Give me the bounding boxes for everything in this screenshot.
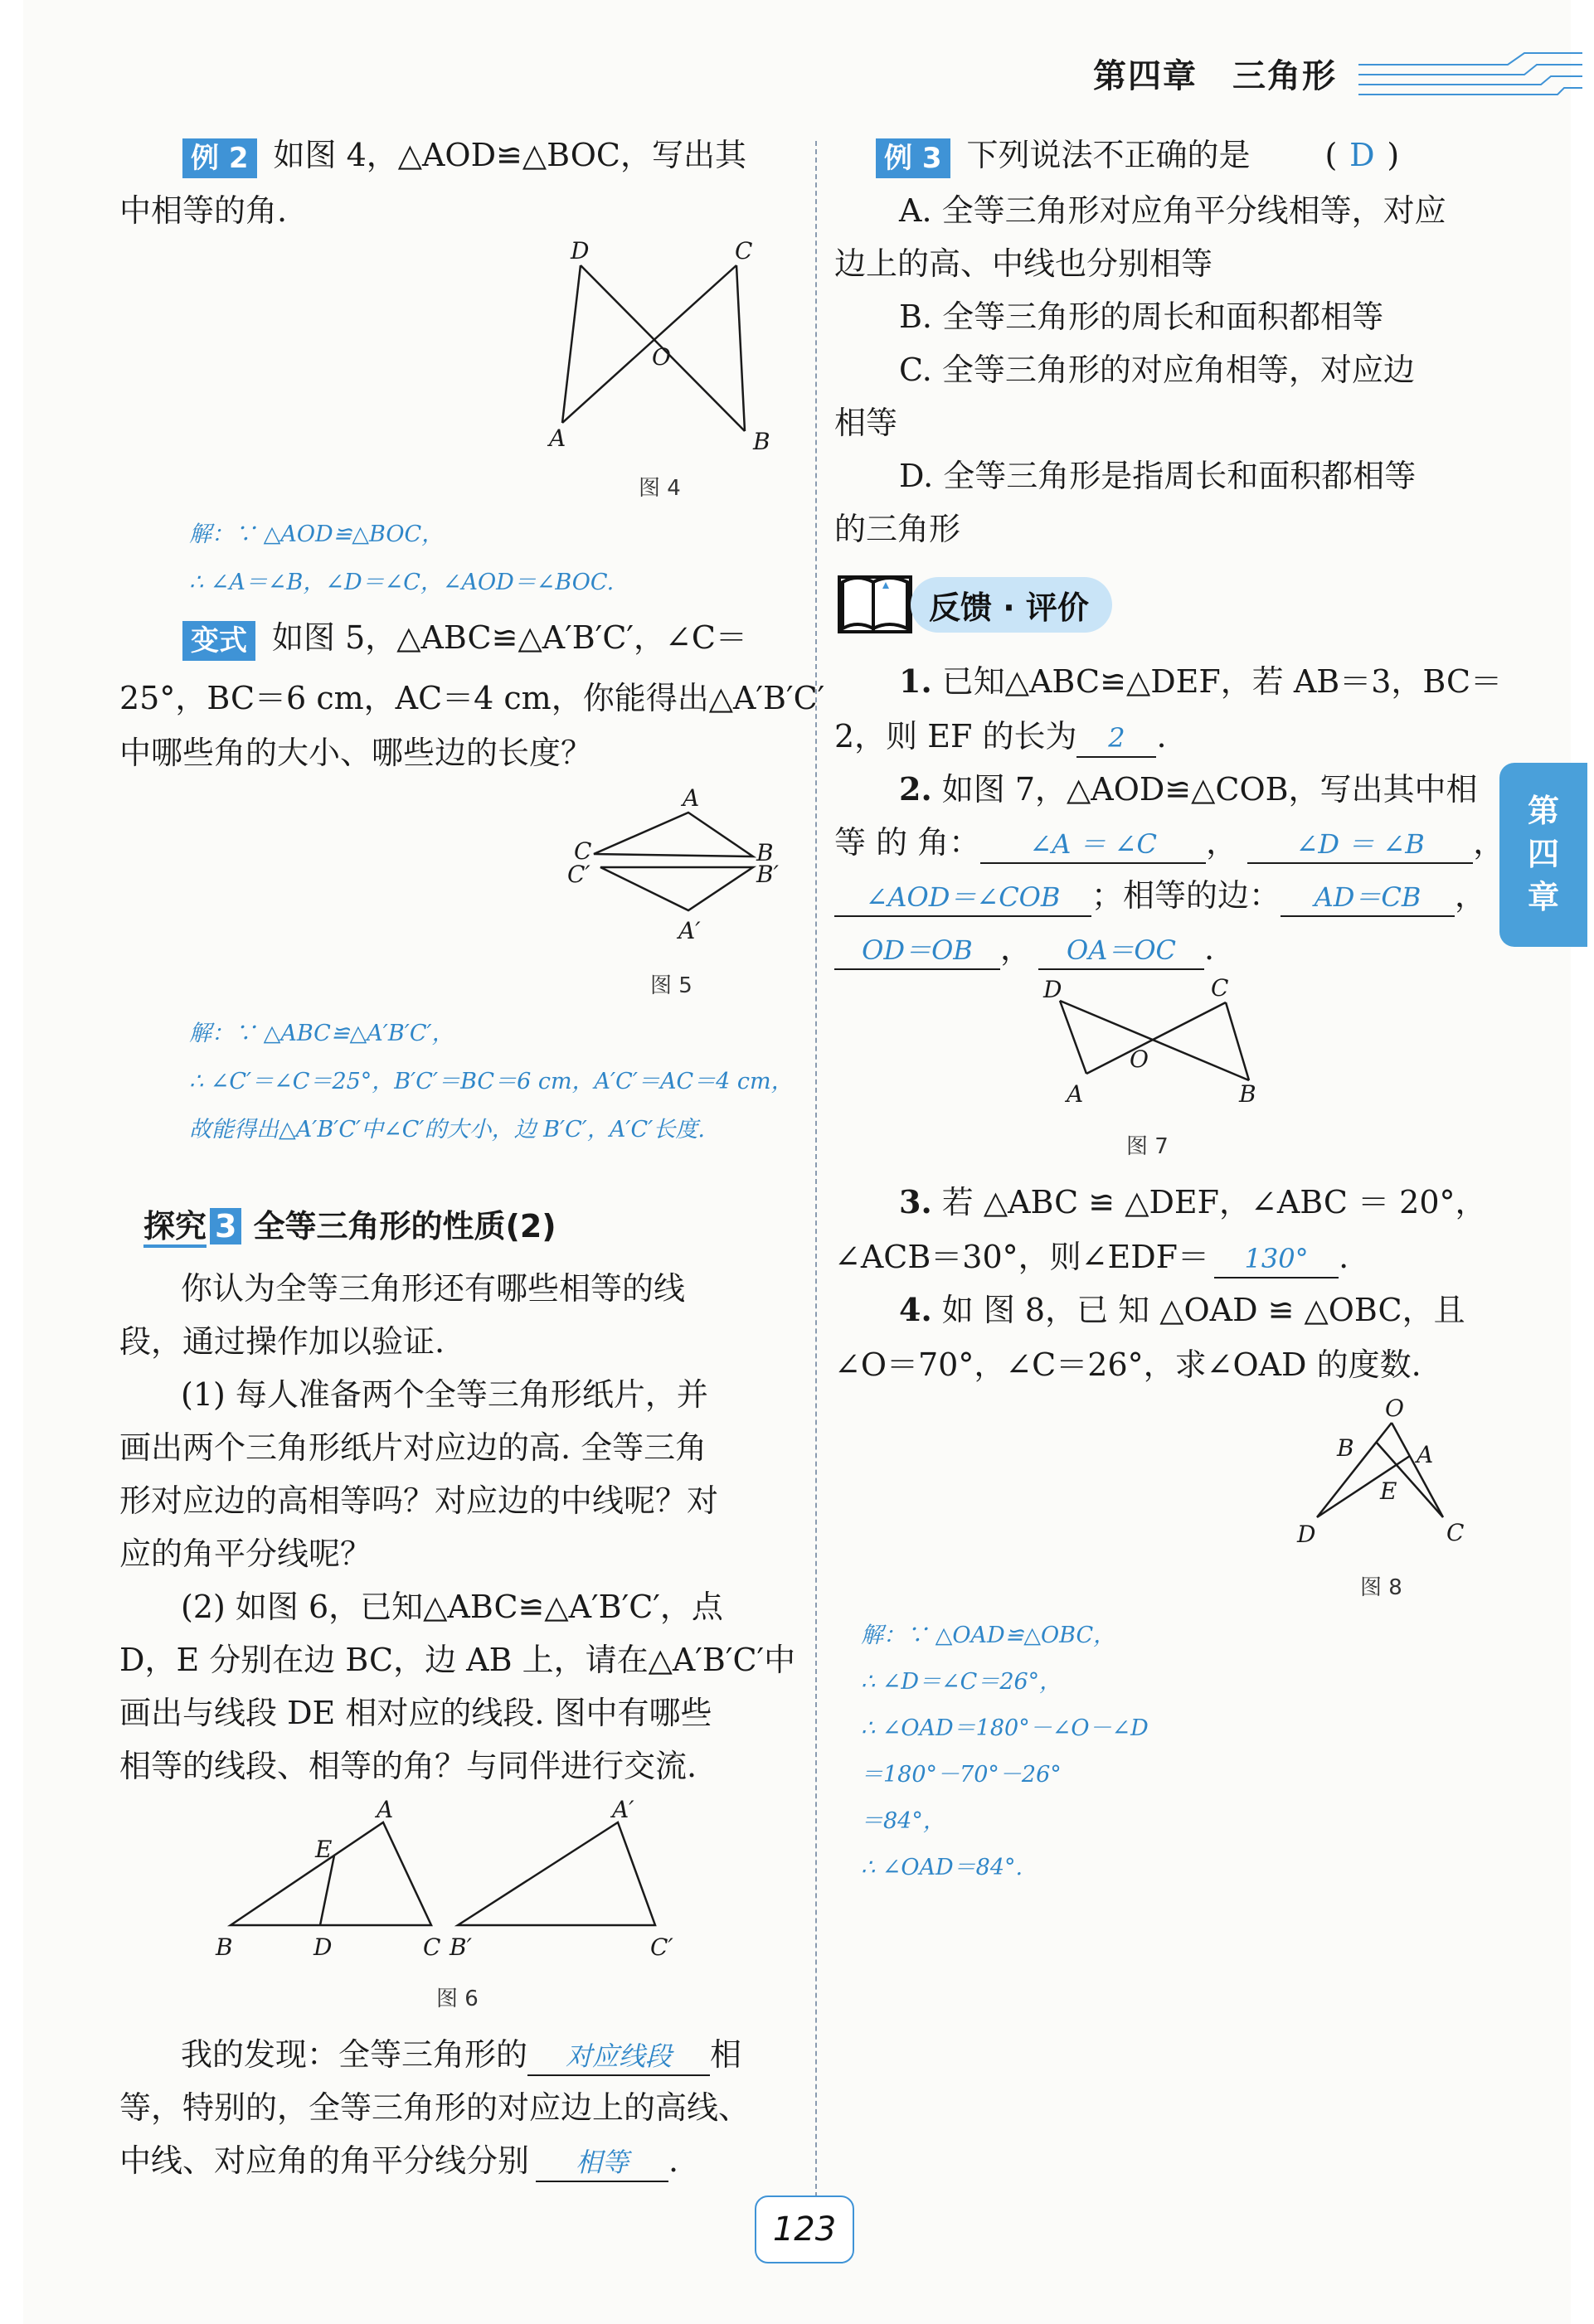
discovery-text-d: 中线、对应角的角平分线分别	[119, 2142, 530, 2179]
q2-answer-1: ∠A ＝ ∠C	[980, 826, 1206, 864]
figure-8	[1292, 1393, 1491, 1550]
fig5-caption: 图 5	[650, 973, 693, 998]
option-D-line2: 的三角形	[834, 511, 961, 547]
q2-sep3: ，	[1455, 877, 1487, 914]
textbook-page	[23, 0, 1571, 2324]
explore-p2-line2: 画出两个三角形纸片对应边的高. 全等三角	[119, 1429, 707, 1466]
fig7-label-B: B	[1239, 1080, 1256, 1108]
fig8-label-B: B	[1337, 1434, 1354, 1462]
fig4-line-CA	[562, 265, 736, 423]
q3-text-a: 若 △ABC ≌ △DEF，∠ABC ＝ 20°，	[941, 1184, 1487, 1220]
q3-answer: 130°	[1214, 1240, 1339, 1278]
q4-solution-2: ∴ ∠D＝∠C＝26°，	[861, 1669, 1062, 1695]
explore-p1-line2: 段，通过操作加以验证.	[119, 1323, 445, 1360]
q2-answer-3: ∠AOD＝∠COB	[834, 879, 1091, 917]
column-divider	[815, 141, 817, 2197]
fig7-line-DB	[1060, 1001, 1249, 1080]
fig4-label-C: C	[735, 237, 753, 264]
option-A-line1: A. 全等三角形对应角平分线相等，对应	[899, 192, 1446, 229]
option-C-line1: C. 全等三角形的对应角相等，对应边	[899, 352, 1415, 388]
q2-answer-6: OA＝OC	[1038, 932, 1204, 970]
q2-answer-4: AD＝CB	[1281, 879, 1455, 917]
example3-paren-left: (	[1324, 137, 1338, 173]
example2-solution-1: 解：∵ △AOD≌△BOC，	[189, 522, 445, 547]
fig6-triangle-ApBpCp	[458, 1822, 655, 1925]
fig4-label-D: D	[571, 237, 590, 264]
discovery-line2: 等，特别的，全等三角形的对应边上的高线、	[119, 2089, 751, 2126]
q2-text-a: 如图 7，△AOD≌△COB，写出其中相	[941, 771, 1478, 808]
explore-p3-line2: D，E 分别在边 BC，边 AB 上，请在△A′B′C′中	[119, 1642, 796, 1678]
discovery-text-e: .	[668, 2142, 679, 2179]
explore-p1-line1: 你认为全等三角形还有哪些相等的线	[181, 1270, 686, 1307]
fig7-label-A: A	[1067, 1080, 1084, 1108]
fig5-label-Bp: B′	[756, 861, 779, 888]
variant-line2: 25°，BC＝6 cm，AC＝4 cm，你能得出△A′B′C′	[119, 680, 825, 716]
option-D-line1: D. 全等三角形是指周长和面积都相等	[899, 458, 1417, 494]
explore-p3-line1: (2) 如图 6，已知△ABC≌△A′B′C′，点	[181, 1589, 723, 1625]
q4-solution-6: ∴ ∠OAD＝84°.	[861, 1855, 1023, 1880]
fig7-line-DA	[1060, 1001, 1086, 1074]
chapter-title: 第四章 三角形	[1093, 57, 1337, 95]
figure-5	[554, 784, 795, 953]
q1-line1	[899, 655, 1502, 708]
variant-solution-2: ∴ ∠C′＝∠C＝25°，B′C′＝BC＝6 cm，A′C′＝AC＝4 cm，	[189, 1069, 794, 1094]
example3-answer: D	[1349, 137, 1375, 173]
chapter-side-tab	[1499, 763, 1587, 947]
book-icon	[836, 570, 919, 637]
option-C-line2: 相等	[834, 405, 898, 441]
q2-answer-5: OD＝OB	[834, 932, 1000, 970]
fig7-caption: 图 7	[1126, 1134, 1169, 1159]
q2-number: 2.	[899, 770, 932, 808]
fig6-label-Ap: A′	[612, 1796, 634, 1823]
q1-end: .	[1156, 718, 1167, 754]
fig8-label-C: C	[1446, 1519, 1465, 1546]
discovery-answer-2: 相等	[536, 2144, 668, 2182]
q1-text-b: 2，则 EF 的长为	[834, 718, 1077, 754]
example3-tag: 例 3	[876, 138, 950, 178]
fig4-caption: 图 4	[639, 476, 681, 501]
fig8-label-D: D	[1297, 1521, 1316, 1548]
q4-line2: ∠O＝70°，∠C＝26°，求∠OAD 的度数.	[834, 1346, 1421, 1383]
q2-sep1: ，	[1206, 824, 1238, 861]
explore-p2-line1: (1) 每人准备两个全等三角形纸片，并	[181, 1376, 708, 1413]
q2-answer-2: ∠D ＝ ∠B	[1247, 826, 1473, 864]
explore-p2-line4: 应的角平分线呢？	[119, 1536, 372, 1572]
variant-solution-3: 故能得出△A′B′C′中∠C′的大小，边 B′C′，A′C′长度.	[189, 1117, 705, 1143]
q1-number: 1.	[899, 662, 932, 700]
fig6-label-C: C	[423, 1933, 441, 1961]
explore-section-title	[143, 1201, 556, 1246]
q2-end: .	[1204, 930, 1215, 967]
figure-4	[529, 237, 786, 456]
option-B: B. 全等三角形的周长和面积都相等	[899, 298, 1384, 335]
fig6-label-A: A	[377, 1796, 394, 1823]
q4-solution-1: 解：∵ △OAD≌△OBC，	[861, 1623, 1116, 1648]
example2-solution-2: ∴ ∠A＝∠B，∠D＝∠C，∠AOD＝∠BOC.	[189, 570, 615, 595]
q1-text-a: 已知△ABC≌△DEF，若 AB＝3，BC＝	[941, 663, 1503, 700]
variant-solution-1: 解：∵ △ABC≌△A′B′C′，	[189, 1021, 454, 1046]
q4-solution-3: ∴ ∠OAD＝180°－∠O－∠D	[861, 1715, 1149, 1741]
q3-line2	[834, 1230, 1349, 1283]
feedback-label: 反馈 · 评价	[911, 577, 1112, 633]
discovery-text-a: 我的发现：全等三角形的	[181, 2036, 528, 2073]
fig6-segment-DE	[320, 1856, 334, 1925]
figure-7	[1018, 974, 1284, 1115]
fig5-label-C: C	[574, 837, 592, 865]
side-tab-label: 第四章	[1527, 793, 1559, 915]
fig7-label-D: D	[1043, 976, 1062, 1003]
fig8-caption: 图 8	[1360, 1575, 1402, 1600]
fig6-label-B: B	[216, 1933, 233, 1961]
example3-paren-right: )	[1387, 137, 1400, 173]
fig8-label-A: A	[1417, 1441, 1434, 1468]
example2-tag: 例 2	[182, 138, 257, 178]
example2-line2: 中相等的角.	[119, 192, 288, 229]
discovery-answer-1: 对应线段	[527, 2038, 710, 2076]
q3-text-b: ∠ACB＝30°，则∠EDF＝	[834, 1239, 1210, 1275]
q3-end: .	[1339, 1239, 1349, 1275]
example2-line1	[182, 129, 746, 182]
q2-sep4: ，	[1000, 930, 1033, 967]
fig6-label-Bp: B′	[450, 1933, 472, 1961]
q3-number: 3.	[899, 1183, 932, 1220]
fig4-line-DA	[562, 265, 581, 423]
fig5-label-Ap: A′	[678, 917, 701, 944]
figure-6	[189, 1796, 786, 1965]
fig5-triangle-ABC	[594, 813, 753, 856]
fig6-label-Cp: C′	[650, 1933, 673, 1961]
fig6-caption: 图 6	[436, 1987, 479, 2011]
q3-line1	[899, 1176, 1487, 1229]
example3-question: 下列说法不正确的是	[966, 137, 1251, 173]
fig4-label-A: A	[549, 425, 566, 452]
q1-answer: 2	[1076, 720, 1156, 758]
variant-text1: 如图 5，△ABC≌△A′B′C′，∠C＝	[272, 619, 747, 656]
q4-number: 4.	[899, 1291, 932, 1328]
explore-p3-line3: 画出与线段 DE 相对应的线段. 图中有哪些	[119, 1695, 712, 1731]
q2-line3	[834, 869, 1486, 922]
feedback-banner	[836, 570, 1089, 640]
fig5-triangle-ApBpCp	[600, 867, 753, 910]
variant-line1	[182, 611, 747, 664]
fig5-label-A: A	[683, 784, 700, 812]
q4-solution-5: ＝84°，	[861, 1808, 945, 1834]
explore-tag	[143, 1201, 241, 1246]
explore-title: 全等三角形的性质(2)	[253, 1208, 556, 1244]
fig4-label-O: O	[652, 343, 671, 371]
fig7-line-CA	[1086, 1002, 1226, 1074]
option-A-line2: 边上的高、中线也分别相等	[834, 245, 1213, 282]
q4-solution-4: ＝180°－70°－26°	[861, 1762, 1062, 1788]
fig4-line-CB	[736, 265, 745, 431]
q4-line1	[899, 1283, 1465, 1337]
discovery-line3	[119, 2134, 678, 2187]
q2-text-b: 等 的 角：	[834, 824, 981, 861]
variant-line3: 中哪些角的大小、哪些边的长度？	[119, 735, 593, 771]
fig4-label-B: B	[753, 428, 770, 455]
explore-p2-line3: 形对应边的高相等吗？对应边的中线呢？对	[119, 1482, 719, 1519]
variant-tag: 变式	[182, 621, 255, 661]
discovery-text-b: 相	[710, 2036, 742, 2073]
header-decoration	[1358, 48, 1582, 106]
q2-line4	[834, 922, 1214, 975]
fig8-label-E: E	[1380, 1477, 1397, 1505]
q1-line2	[834, 710, 1167, 763]
discovery-line1	[181, 2028, 741, 2081]
fig7-label-C: C	[1211, 974, 1229, 1002]
fig8-line-OC	[1392, 1423, 1443, 1517]
fig7-label-O: O	[1130, 1046, 1149, 1073]
fig6-label-E: E	[315, 1836, 333, 1863]
q2-mid: ；相等的边：	[1091, 877, 1281, 914]
example3-line	[876, 129, 1399, 182]
example2-text1: 如图 4，△AOD≌△BOC，写出其	[273, 137, 746, 173]
fig7-line-CB	[1226, 1002, 1249, 1080]
fig8-label-O: O	[1385, 1395, 1404, 1422]
explore-tag-number: 3	[210, 1208, 241, 1244]
page-number: 123	[755, 2195, 854, 2263]
q2-sep2: ，	[1473, 824, 1505, 861]
fig5-label-Cp: C′	[567, 861, 590, 888]
fig6-label-D: D	[313, 1933, 333, 1961]
fig5-label-B: B	[756, 839, 774, 866]
explore-tag-word: 探究	[143, 1208, 207, 1248]
q4-text-a: 如 图 8，已 知 △OAD ≌ △OBC，且	[941, 1292, 1465, 1328]
explore-p3-line4: 相等的线段、相等的角？与同伴进行交流.	[119, 1748, 697, 1784]
q2-line2	[834, 816, 1504, 869]
q2-line1	[899, 763, 1478, 816]
